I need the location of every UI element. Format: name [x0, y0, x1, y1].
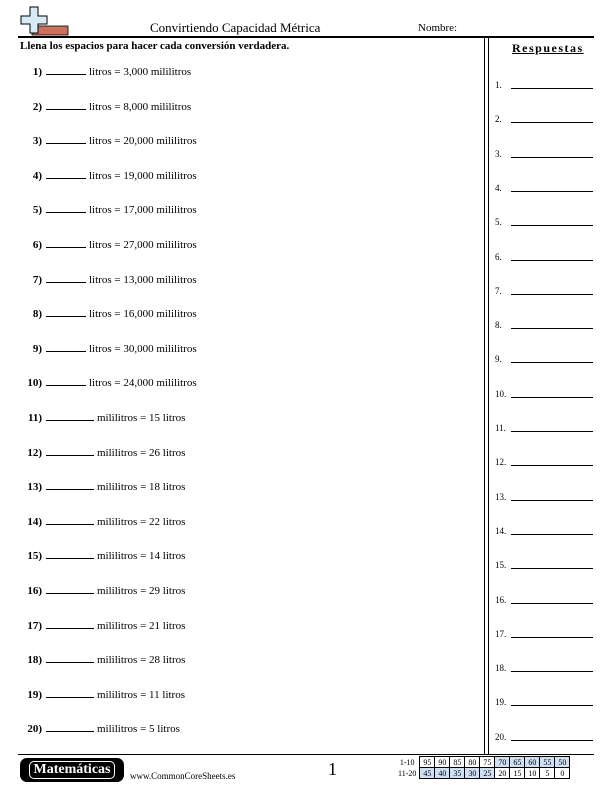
question-row [20, 548, 185, 562]
answer-row [495, 560, 506, 570]
answer-blank[interactable] [46, 64, 86, 75]
question-row [20, 237, 197, 251]
answer-line[interactable] [511, 740, 593, 741]
question-number: 8) [32, 308, 42, 321]
score-range-label: 1-10 [399, 757, 415, 767]
answer-label: 4. [495, 182, 502, 193]
answer-blank[interactable] [46, 168, 86, 179]
question-text: mililitros = 18 litros [97, 481, 186, 494]
answer-line[interactable] [511, 500, 593, 501]
question-text: litros = 17,000 mililitros [89, 204, 197, 217]
answer-blank[interactable] [46, 618, 94, 629]
score-cell: 25 [480, 768, 495, 779]
question-row [20, 99, 191, 113]
question-row [20, 306, 197, 320]
score-cell: 70 [495, 757, 510, 768]
answer-row [495, 423, 506, 433]
question-text: mililitros = 29 litros [97, 585, 186, 597]
answer-blank[interactable] [46, 583, 94, 594]
question-text: mililitros = 28 litros [97, 654, 186, 667]
answer-line[interactable] [511, 397, 593, 398]
answer-blank[interactable] [46, 133, 86, 144]
answer-row [495, 320, 502, 330]
brand-badge [20, 758, 124, 782]
question-text: litros = 24,000 mililitros [89, 377, 197, 390]
answer-line[interactable] [511, 637, 593, 638]
question-number: 18) [27, 654, 42, 667]
score-cell: 60 [525, 757, 540, 768]
answer-line[interactable] [511, 225, 593, 226]
question-number: 4) [32, 169, 42, 182]
score-cell: 65 [510, 757, 525, 768]
question-number: 5) [32, 204, 42, 217]
question-row [20, 721, 180, 735]
score-cell: 50 [555, 757, 570, 768]
question-row [20, 168, 197, 182]
answer-blank[interactable] [46, 721, 94, 732]
question-row [20, 202, 197, 216]
answer-row [495, 526, 506, 536]
question-row [20, 133, 197, 147]
question-number: 19) [27, 688, 42, 701]
answer-row [495, 149, 502, 159]
answer-blank[interactable] [46, 272, 86, 283]
answer-blank[interactable] [46, 237, 86, 248]
page-title: Convirtiendo Capacidad Métrica [150, 20, 321, 35]
answer-label: 13. [495, 491, 507, 502]
answer-line[interactable] [511, 465, 593, 466]
score-row [396, 768, 570, 779]
question-number: 17) [27, 619, 42, 632]
answer-blank[interactable] [46, 341, 86, 352]
question-row [20, 445, 185, 459]
answer-row [495, 217, 502, 227]
header-divider [18, 36, 594, 38]
score-cell: 75 [480, 757, 495, 768]
score-cell: 30 [465, 768, 480, 779]
instructions: Llena los espacios para hacer cada conversión verdadera. [20, 40, 290, 52]
question-text: mililitros = 11 litros [97, 688, 185, 701]
answer-row [495, 183, 502, 193]
answer-label: 19. [495, 697, 507, 708]
question-number: 12) [27, 446, 42, 459]
question-row [20, 583, 185, 597]
question-row [20, 652, 185, 666]
question-row [20, 479, 185, 493]
answer-row [495, 354, 502, 364]
answer-label: 3. [495, 148, 502, 159]
question-text: mililitros = 14 litros [97, 550, 186, 563]
answer-row [495, 114, 502, 124]
answer-label: 16. [495, 594, 507, 605]
page-number: 1 [328, 759, 337, 779]
score-cell: 15 [510, 768, 525, 779]
question-text: mililitros = 21 litros [97, 619, 186, 632]
answer-blank[interactable] [46, 375, 86, 386]
answer-label: 5. [495, 217, 502, 228]
question-text: litros = 13,000 mililitros [89, 273, 197, 286]
question-number: 1) [32, 66, 42, 78]
answer-row [495, 595, 506, 605]
score-cell: 80 [465, 757, 480, 768]
score-cell: 55 [540, 757, 555, 768]
answer-blank[interactable] [46, 445, 94, 456]
answer-label: 11. [495, 423, 506, 433]
answer-line[interactable] [511, 431, 593, 432]
answer-blank[interactable] [46, 652, 94, 663]
answer-row [495, 629, 506, 639]
question-text: mililitros = 22 litros [97, 515, 186, 528]
footer-divider [18, 754, 594, 755]
answer-blank[interactable] [46, 410, 94, 421]
question-row [20, 410, 185, 424]
answer-row [495, 697, 506, 707]
answer-label: 7. [495, 285, 502, 296]
question-row [20, 272, 197, 286]
question-number: 14) [27, 515, 42, 528]
answer-line[interactable] [511, 191, 593, 192]
answer-line[interactable] [511, 328, 593, 329]
answer-row [495, 389, 506, 399]
question-number: 11) [27, 412, 42, 424]
question-text: litros = 3,000 mililitros [89, 66, 192, 78]
score-cell: 95 [420, 757, 435, 768]
answer-row [495, 286, 502, 296]
score-range-label: 11-20 [398, 768, 417, 778]
answer-line[interactable] [511, 568, 593, 569]
answer-line[interactable] [511, 534, 593, 535]
question-number: 16) [27, 585, 42, 597]
answer-label: 1. [495, 80, 502, 90]
score-cell: 0 [555, 768, 570, 779]
question-number: 10) [27, 377, 42, 390]
answer-line[interactable] [511, 294, 593, 295]
question-number: 13) [27, 481, 42, 494]
answer-label: 8. [495, 320, 502, 331]
column-divider [488, 36, 489, 754]
answer-label: 6. [495, 251, 502, 262]
question-number: 6) [32, 239, 42, 251]
answer-line[interactable] [511, 122, 593, 123]
question-text: litros = 8,000 mililitros [89, 100, 192, 113]
answer-row [495, 663, 506, 673]
question-row [20, 341, 197, 355]
question-text: mililitros = 26 litros [97, 446, 186, 459]
answer-line[interactable] [511, 157, 593, 158]
answer-label: 20. [495, 731, 507, 742]
answer-line[interactable] [511, 260, 593, 261]
answer-blank[interactable] [46, 306, 86, 317]
question-row [20, 514, 185, 528]
question-number: 9) [32, 342, 42, 355]
score-cell: 45 [420, 768, 435, 779]
score-cell: 20 [495, 768, 510, 779]
score-cell: 35 [450, 768, 465, 779]
site-url: www.CommonCoreSheets.es [130, 771, 236, 781]
answer-line[interactable] [511, 603, 593, 604]
column-divider [484, 36, 485, 754]
score-cell: 40 [435, 768, 450, 779]
question-text: litros = 27,000 mililitros [89, 239, 197, 251]
answer-label: 18. [495, 663, 507, 674]
score-table [396, 756, 570, 779]
question-number: 3) [32, 135, 42, 148]
answer-blank[interactable] [46, 479, 94, 490]
answer-label: 15. [495, 560, 507, 571]
answer-blank[interactable] [46, 514, 94, 525]
answer-line[interactable] [511, 88, 593, 89]
question-number: 20) [27, 723, 42, 736]
answer-row [495, 80, 502, 90]
answer-row [495, 732, 506, 742]
answer-line[interactable] [511, 705, 593, 706]
plus-logo-icon [18, 6, 70, 36]
answer-blank[interactable] [46, 202, 86, 213]
answer-label: 10. [495, 388, 507, 399]
question-text: litros = 16,000 mililitros [89, 308, 197, 321]
question-text: mililitros = 15 litros [97, 412, 186, 424]
question-text: litros = 19,000 mililitros [89, 169, 197, 182]
score-cell: 5 [540, 768, 555, 779]
name-label: Nombre: [418, 22, 458, 34]
answer-label: 9. [495, 354, 502, 365]
answer-row [495, 492, 506, 502]
answer-blank[interactable] [46, 687, 94, 698]
answer-row [495, 252, 502, 262]
answer-blank[interactable] [46, 548, 94, 559]
answer-blank[interactable] [46, 99, 86, 110]
answer-label: 2. [495, 114, 502, 125]
answer-line[interactable] [511, 671, 593, 672]
question-number: 15) [27, 550, 42, 563]
question-number: 7) [32, 273, 42, 286]
score-cell: 10 [525, 768, 540, 779]
answer-label: 17. [495, 628, 507, 639]
answer-line[interactable] [511, 362, 593, 363]
question-text: litros = 30,000 mililitros [89, 342, 197, 355]
question-text: litros = 20,000 mililitros [89, 135, 197, 148]
brand-label: Matemáticas [29, 761, 116, 779]
score-cell: 85 [450, 757, 465, 768]
question-row [20, 687, 185, 701]
answer-row [495, 457, 506, 467]
question-row [20, 375, 197, 389]
score-cell: 90 [435, 757, 450, 768]
answer-label: 14. [495, 525, 507, 536]
question-row [20, 64, 191, 78]
question-number: 2) [32, 100, 42, 113]
answers-title: Respuestas [512, 41, 584, 55]
question-text: mililitros = 5 litros [97, 723, 180, 736]
score-row [396, 757, 570, 768]
question-row [20, 618, 185, 632]
answer-label: 12. [495, 457, 507, 468]
